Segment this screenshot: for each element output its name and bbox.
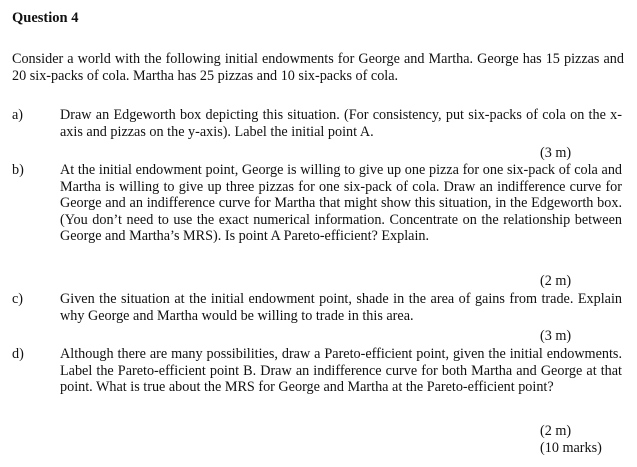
part-a-marks: (3 m) — [540, 145, 572, 161]
part-b-text: At the initial endowment point, George is willing to give up one pizza for one six-pack of cola and Martha is willing to give up three pizzas for one six-pack of cola. Draw an indifference curve for George and an indifference curve for Martha that might show this situation, in the Edgeworth box. (You don’t need to use the exact numerical information. Concentrate on the relationship between George and Martha’s MRS). Is point A Pareto-efficient? Explain. — [60, 162, 622, 244]
part-c-letter: c) — [12, 291, 24, 307]
part-c-text: Given the situation at the initial endowment point, shade in the area of gains from trade. Explain why George and Martha would be willing to trade in this area. — [60, 291, 622, 324]
part-a-letter: a) — [12, 107, 24, 123]
total-marks: (10 marks) — [540, 440, 602, 456]
part-b-letter: b) — [12, 162, 24, 178]
question-intro: Consider a world with the following initial endowments for George and Martha. George has 15 pizzas and 20 six-packs of cola. Martha has 25 pizzas and 10 six-packs of cola. — [12, 51, 624, 84]
question-heading: Question 4 — [12, 10, 79, 26]
part-d-marks: (2 m) — [540, 423, 572, 439]
part-c-marks: (3 m) — [540, 328, 572, 344]
part-d-text: Although there are many possibilities, draw a Pareto-efficient point, given the initial endowments. Label the Pareto-efficient point B. Draw an indifference curve for both Martha and George at that point. What is true about the MRS for George and Martha at the Pareto-efficient point? — [60, 346, 622, 395]
part-a-text: Draw an Edgeworth box depicting this situation. (For consistency, put six-packs of cola on the x-axis and pizzas on the y-axis). Label the initial point A. — [60, 107, 622, 140]
part-d-letter: d) — [12, 346, 24, 362]
part-b-marks: (2 m) — [540, 273, 572, 289]
